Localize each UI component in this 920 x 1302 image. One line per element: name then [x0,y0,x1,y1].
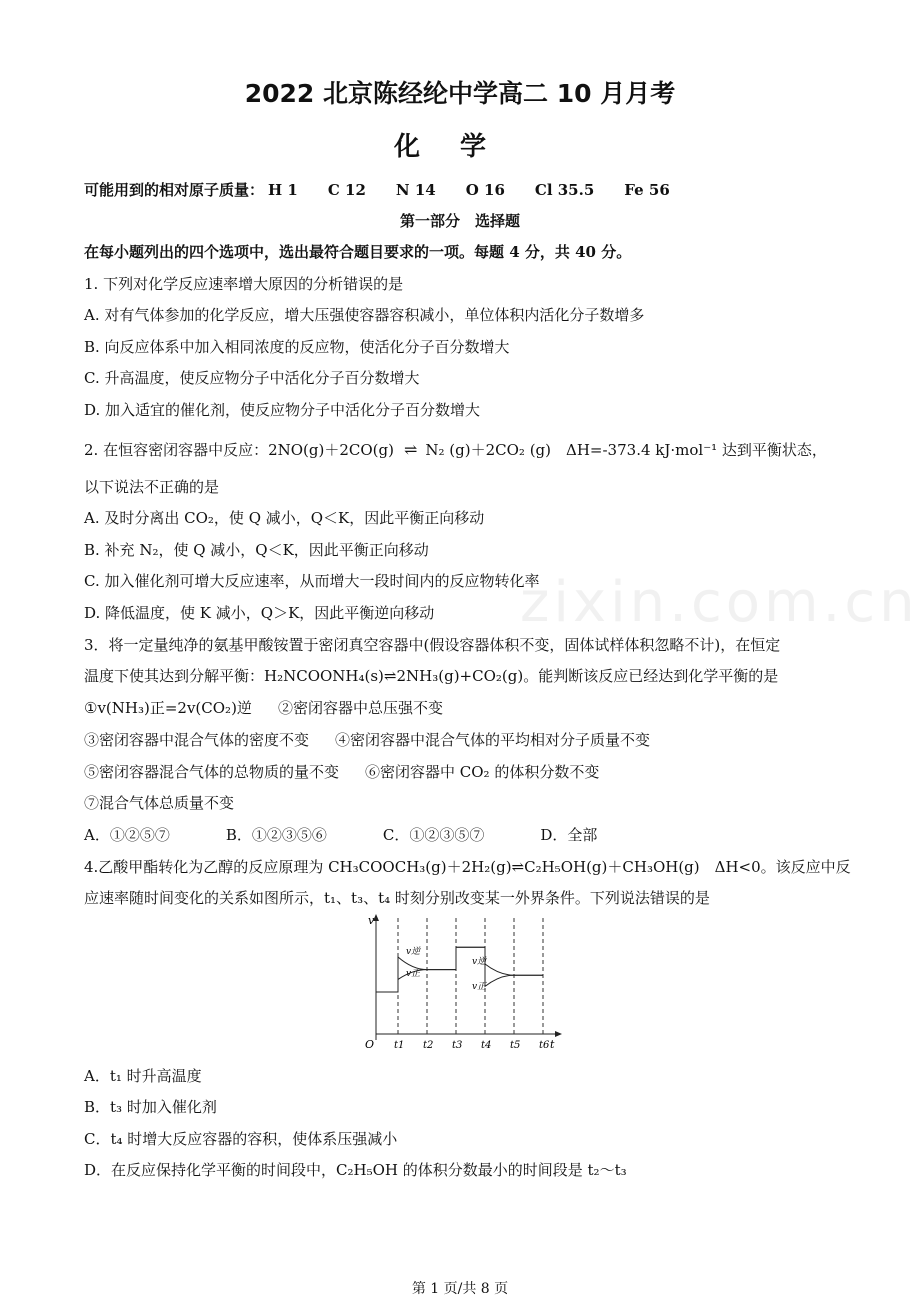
q2-option-b: B. 补充 N₂，使 Q 减小，Q＜K，因此平衡正向移动 [84,541,429,559]
series-label-v-reverse-1: v逆 [406,947,421,957]
q3-stem-line1: 3．将一定量纯净的氨基甲酸铵置于密闭真空容器中(假设容器体积不变，固体试样体积忽略不计)，在恒定 [84,636,781,654]
tick-label-t2: t2 [423,1040,434,1051]
q3-condition-7: ⑦混合气体总质量不变 [84,794,235,812]
subject-title: 化学 [393,132,526,162]
q3-conditions-row3 [84,762,860,782]
series-line-v-forward [376,947,543,992]
q3-conditions-row1 [84,698,860,718]
mass-cl: Cl 35.5 [534,181,595,199]
mass-fe: Fe 56 [624,181,670,199]
q2-option-c: C. 加入催化剂可增大反应速率，从而增大一段时间内的反应物转化率 [84,572,540,590]
series-line-v-reverse [376,947,543,992]
q4-stem-line2: 应速率随时间变化的关系如图所示，t₁、t₃、t₄ 时刻分别改变某一外界条件。下列说法错误的是 [84,889,710,907]
q3-condition-4: ④密闭容器中混合气体的平均相对分子质量不变 [335,731,651,749]
q2-stem-line1 [84,440,860,460]
q3-options [84,825,860,845]
series-label-v-forward-2: v正 [472,982,487,992]
q4-option-c: C．t₄ 时增大反应容器的容积，使体系压强减小 [84,1130,398,1148]
origin-label: O [365,1038,375,1051]
q3-option-b: B．①②③⑤⑥ [225,826,327,844]
equilibrium-arrow-icon: ⇌ [403,440,416,459]
q3-condition-1: ①v(NH₃)正=2v(CO₂)逆 [84,699,252,717]
q2-option-d: D. 降低温度，使 K 减小，Q＞K，因此平衡逆向移动 [84,604,435,622]
q3-conditions-row4 [84,793,860,813]
q2-stem-b: N₂ (g)＋2CO₂ (g) ΔH=-373.4 kJ·mol⁻¹ 达到平衡状态， [425,441,827,459]
q3-option-d: D．全部 [540,826,598,844]
q4-stem-line1: 4.乙酸甲酯转化为乙醇的反应原理为 CH₃COOCH₃(g)＋2H₂(g)⇌C₂H₅OH(g)＋CH₃OH(g) ΔH<0。该反应中反 [84,858,851,876]
q3-condition-5: ⑤密闭容器混合气体的总物质的量不变 [84,763,340,781]
q3-stem-line2: 温度下使其达到分解平衡：H₂NCOONH₄(s)⇌2NH₃(g)+CO₂(g)。能判断该反应已经达到化学平衡的是 [84,667,779,685]
q2-option-a: A. 及时分离出 CO₂，使 Q 减小，Q＜K，因此平衡正向移动 [84,509,485,527]
q4-option-a: A．t₁ 时升高温度 [84,1067,202,1085]
y-axis-label: v [368,914,375,927]
tick-label-t1: t1 [394,1040,405,1051]
mass-c: C 12 [327,181,366,199]
series-lines [376,947,543,992]
mass-o: O 16 [465,181,505,199]
q1-stem: 1. 下列对化学反应速率增大原因的分析错误的是 [84,275,404,293]
q1-option-b: B. 向反应体系中加入相同浓度的反应物，使活化分子百分数增大 [84,338,510,356]
series-label-v-forward-1: v正 [406,969,421,979]
tick-label-t6: t6 [539,1040,550,1051]
x-axis-arrow [555,1031,562,1037]
exam-title: 2022 北京陈经纶中学高二 10 月月考 [244,79,676,108]
section-title: 第一部分 选择题 [399,212,520,230]
atomic-mass-line [84,180,860,200]
q4-option-d: D．在反应保持化学平衡的时间段中，C₂H₅OH 的体积分数最小的时间段是 t₂～t₃ [84,1161,627,1179]
rate-time-chart [360,912,570,1052]
q2-stem-line2: 以下说法不正确的是 [84,478,220,496]
page-footer: 第 1 页/共 8 页 [411,1281,509,1297]
q3-conditions-row2 [84,730,860,750]
mass-n: N 14 [395,181,436,199]
watermark: zixin.com.cn [520,570,919,635]
mass-h: H 1 [268,181,298,199]
tick-label-t4: t4 [481,1040,492,1051]
q3-condition-3: ③密闭容器中混合气体的密度不变 [84,731,310,749]
q1-option-c: C. 升高温度，使反应物分子中活化分子百分数增大 [84,369,420,387]
q2-stem-a: 2. 在恒容密闭容器中反应：2NO(g)＋2CO(g) [84,441,394,459]
x-axis-label: t [550,1038,555,1051]
tick-label-t3: t3 [452,1040,463,1051]
tick-label-t5: t5 [510,1040,521,1051]
section-instruction: 在每小题列出的四个选项中，选出最符合题目要求的一项。每题 4 分，共 40 分。 [84,243,632,261]
q3-option-a: A．①②⑤⑦ [84,826,170,844]
q1-option-d: D. 加入适宜的催化剂，使反应物分子中活化分子百分数增大 [84,401,481,419]
series-label-v-reverse-2: v逆 [472,957,487,967]
q3-option-c: C．①②③⑤⑦ [382,826,485,844]
q4-option-b: B．t₃ 时加入催化剂 [84,1098,217,1116]
q3-condition-6: ⑥密闭容器中 CO₂ 的体积分数不变 [365,763,600,781]
atomic-mass-label: 可能用到的相对原子质量： [84,181,265,199]
q3-condition-2: ②密闭容器中总压强不变 [277,699,443,717]
q1-option-a: A. 对有气体参加的化学反应，增大压强使容器容积减小，单位体积内活化分子数增多 [84,306,645,324]
tick-labels [394,1040,550,1051]
